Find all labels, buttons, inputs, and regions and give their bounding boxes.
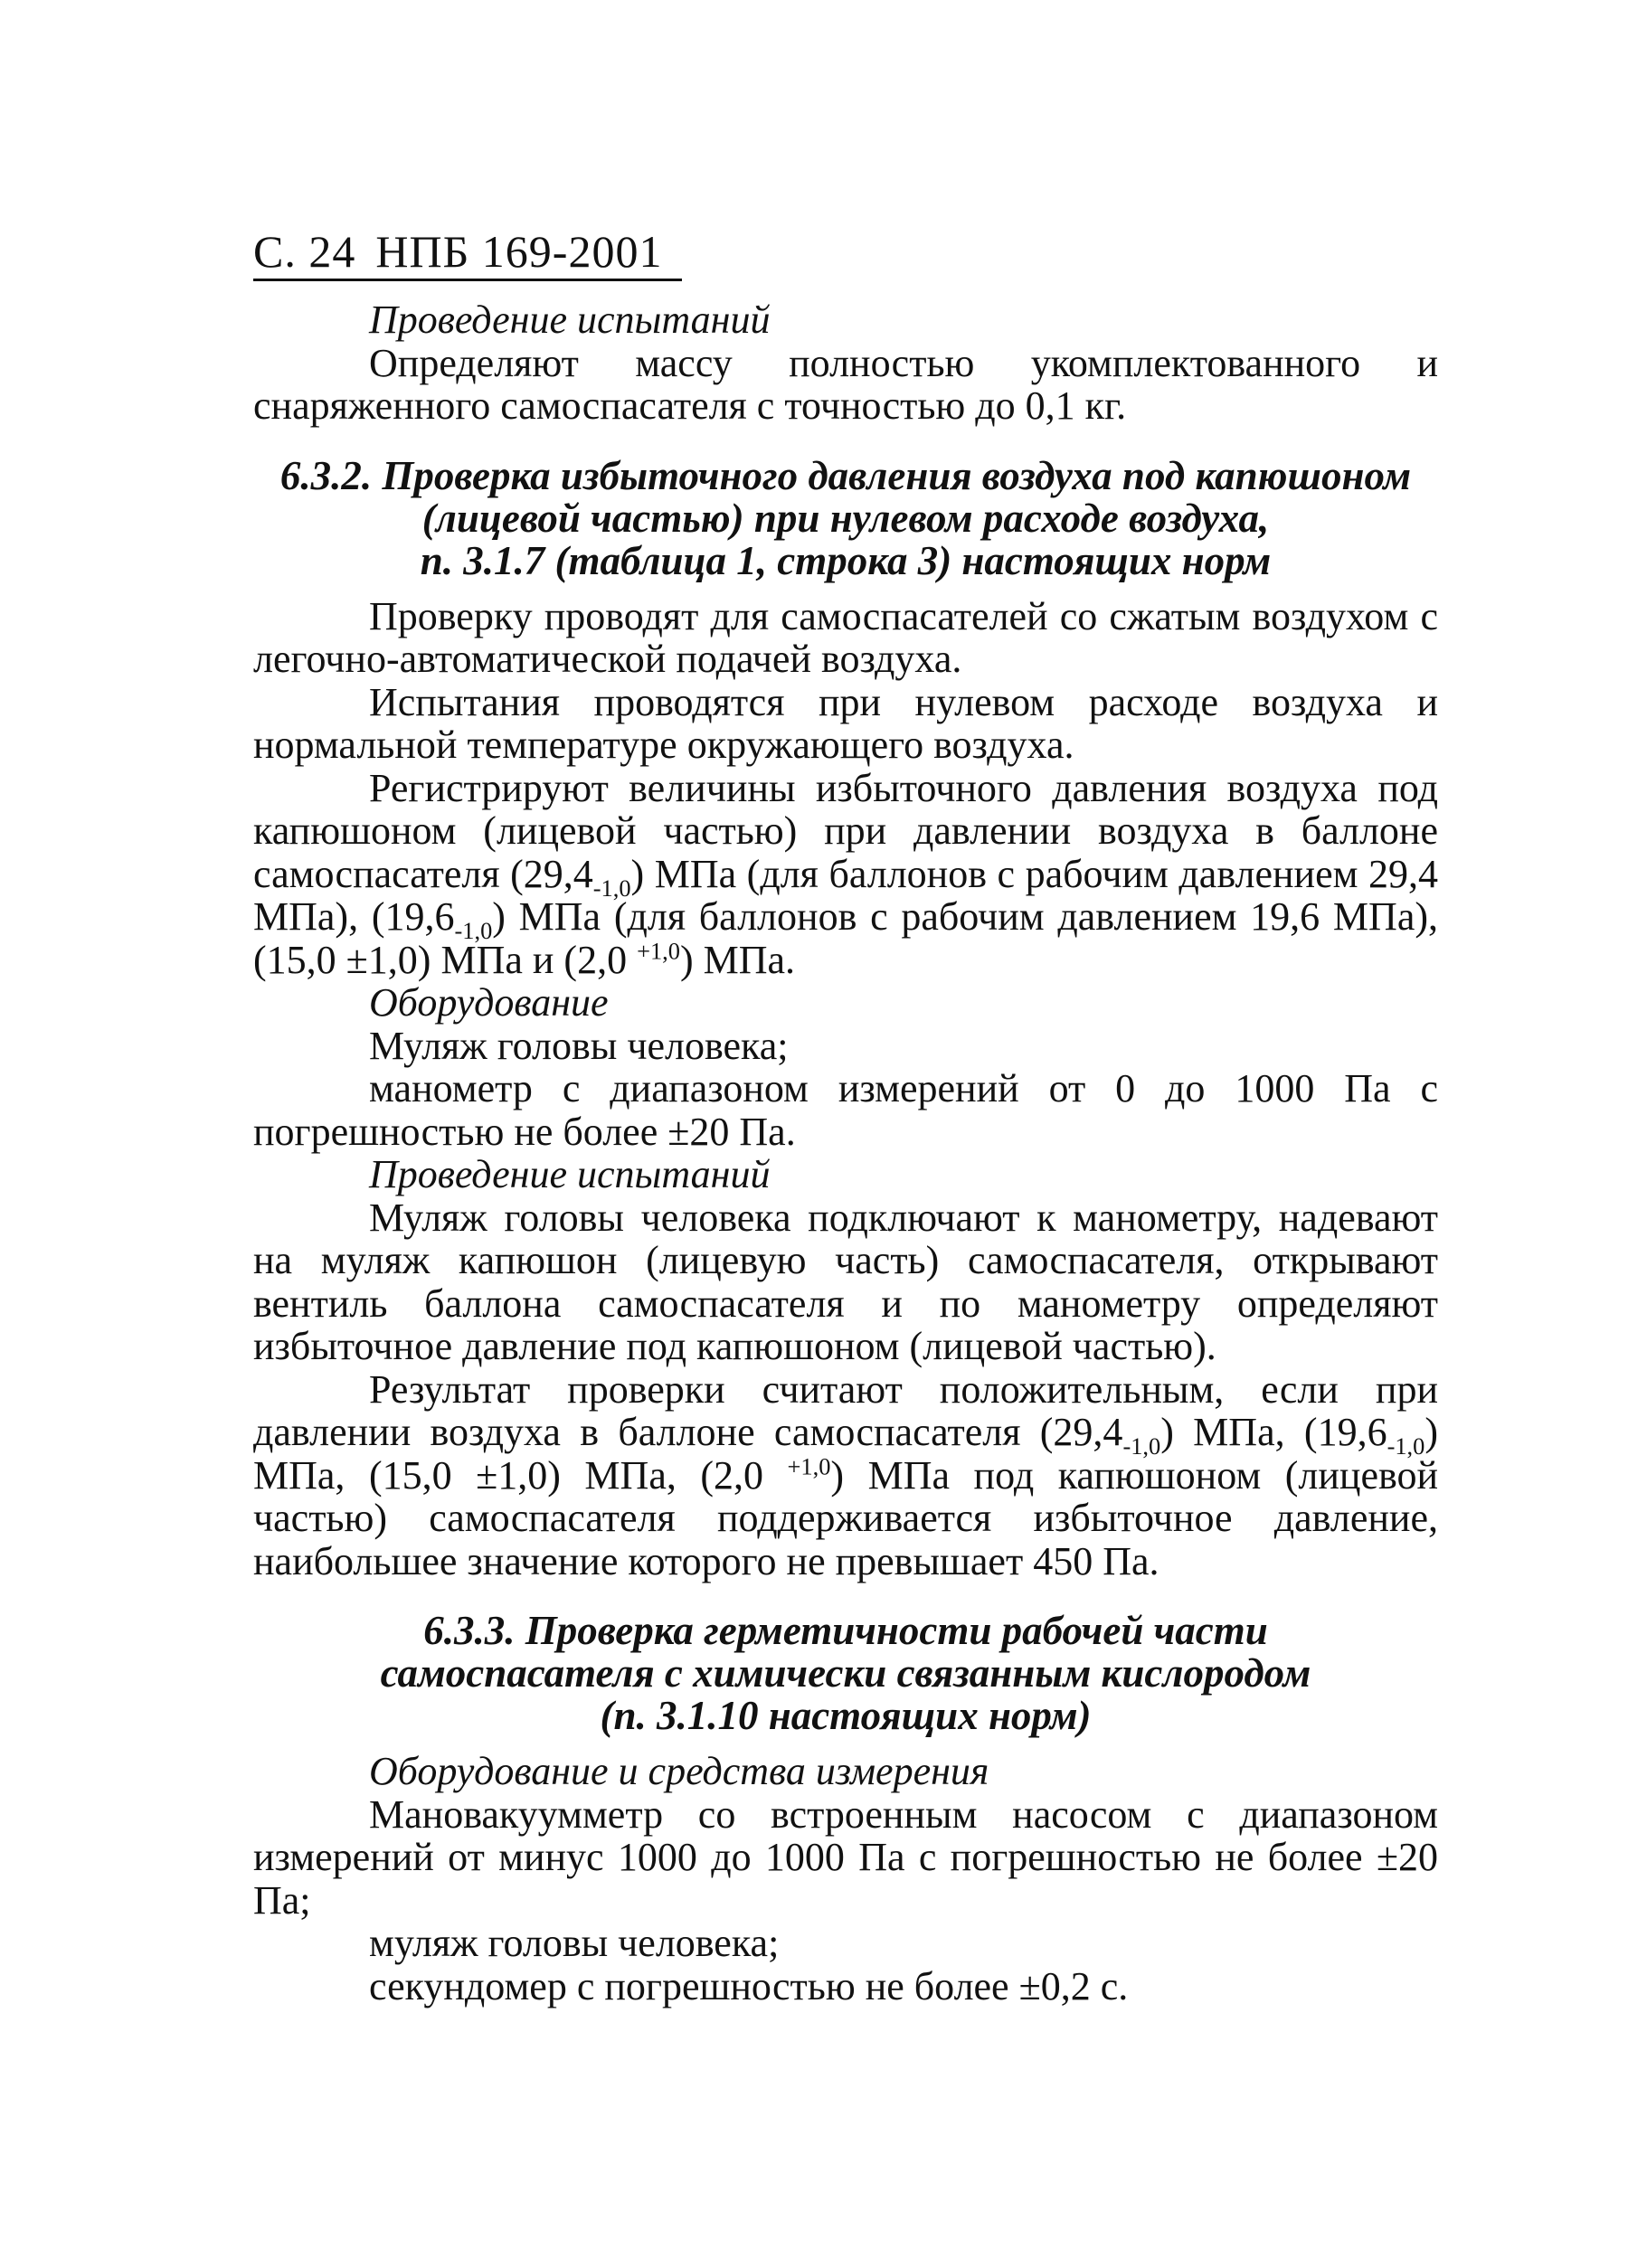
equipment-item: муляж головы человека;	[369, 1921, 780, 1965]
page-number: С. 24	[253, 226, 356, 277]
registration-paragraph: Регистрируют величины избыточного давления воздуха под капюшоном (лицевой частью) при давлении воздуха в баллоне самоспасателя $(29,4_{-1,0})$ МПа (для баллонов с рабочим давлением 29,4 МПа), $(19,6_{-1,0})$ МПа (для баллонов с рабочим давлением 19,6 МПа), (15,0 ±1,0) МПа и (2,0 $^{+1,0}$) МПа.	[253, 765, 1439, 982]
section-6-3-2-title: 6.3.2. Проверка избыточного давления воздуха под капюшоном (лицевой частью) при нулевом расходе воздуха, п. 3.1.7 (таблица 1, строка 3) настоящих норм	[279, 452, 1412, 583]
scope-paragraph: Проверку проводят для самоспасателей со сжатым воздухом с легочно-автоматической подачей воздуха.	[253, 593, 1438, 681]
test-procedure-heading: Проведение испытаний	[369, 1152, 771, 1196]
document-code: НПБ 169-2001	[375, 226, 663, 277]
running-header	[253, 224, 682, 281]
equipment-heading: Оборудование и средства измерения	[369, 1749, 989, 1793]
equipment-item: Мановакуумметр со встроенным насосом с диапазоном измерений от минус 1000 до 1000 Па с погрешностью не более ±20 Па;	[253, 1791, 1438, 1923]
equipment-item: манометр с диапазоном измерений от 0 до 1000 Па с погрешностью не более ±20 Па.	[253, 1066, 1438, 1154]
result-paragraph: Результат проверки считают положительным, если при давлении воздуха в баллоне самоспасателя $(29,4_{-1,0})$ МПа, $(19,6_{-1,0})$ МПа, (15,0 ±1,0) МПа, (2,0 $^{+1,0}$) МПа под капюшоном (лицевой частью) самоспасателя поддерживается избыточное давление, наибольшее значение которого не превышает 450 Па.	[253, 1366, 1439, 1583]
conditions-paragraph: Испытания проводятся при нулевом расходе воздуха и нормальной температуре окружающего воздуха.	[253, 679, 1438, 767]
test-procedure-heading: Проведение испытаний	[369, 298, 771, 342]
mass-paragraph: Определяют массу полностью укомплектованного и снаряженного самоспасателя с точностью до 0,1 кг.	[253, 340, 1438, 428]
equipment-heading: Оборудование	[369, 980, 609, 1025]
section-6-3-3-title: 6.3.3. Проверка герметичности рабочей части самоспасателя с химически связанным кислородом (п. 3.1.10 настоящих норм)	[380, 1608, 1311, 1738]
page-body	[253, 298, 1438, 2008]
equipment-item: секундомер с погрешностью не более ±0,2 с.	[369, 1963, 1129, 2008]
procedure-paragraph: Муляж головы человека подключают к манометру, надевают на муляж капюшон (лицевую часть) самоспасателя, открывают вентиль баллона самоспасателя и по манометру определяют избыточное давление под капюшоном (лицевой частью).	[253, 1195, 1438, 1368]
equipment-item: Муляж головы человека;	[369, 1023, 789, 1068]
